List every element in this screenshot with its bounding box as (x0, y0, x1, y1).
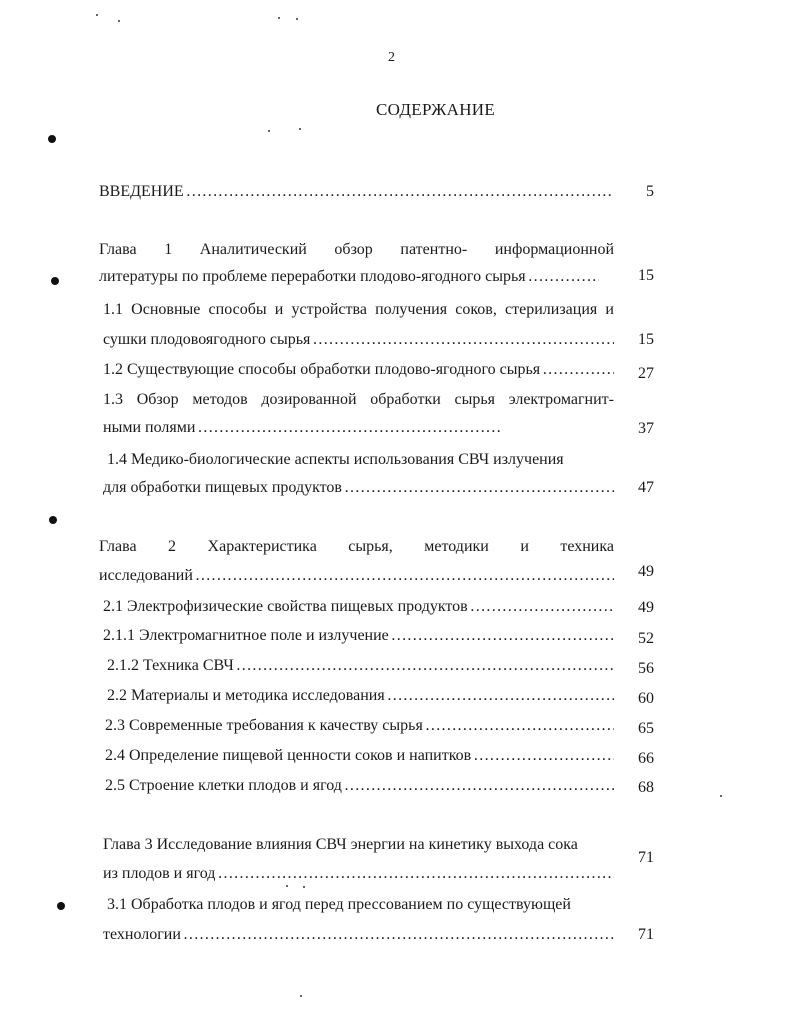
toc-page-2-1-2: 56 (638, 660, 654, 677)
toc-page-chapter-3: 71 (638, 849, 654, 866)
toc-page-1-2: 27 (638, 365, 654, 382)
toc-entry-2-1-2: 2.1.2 Техника СВЧ …………………………………………………………………………………………………………………………………………………… (107, 656, 614, 676)
scan-speck (51, 277, 59, 285)
toc-entry-3-1-cont: технологии …………………………………………………………………………………………………………………………………………………… (103, 925, 614, 945)
toc-entry-chapter-1-cont: литературы по проблеме переработки плодово-ягодного сырья …………………………………………………………………………………………………………………………………………………… (99, 267, 599, 287)
scan-speck (299, 128, 301, 130)
toc-page-2-5: 68 (638, 779, 654, 796)
toc-page-1-3: 37 (638, 420, 654, 437)
toc-page-chapter-2: 49 (638, 563, 654, 580)
toc-page-2-3: 65 (638, 720, 654, 737)
scan-speck (96, 14, 98, 16)
toc-entry-2-2: 2.2 Материалы и методика исследования …………………………………………………………………………………………………………………………………………………… (107, 686, 614, 706)
scan-speck (268, 130, 270, 132)
toc-entry-1-3-cont: ными полями …………………………………………………………………………………………………………………………………………………… (103, 418, 503, 438)
toc-entry-1-4-cont: для обработки пищевых продуктов …………………………………………………………………………………………………………………………………………………… (103, 478, 614, 498)
toc-entry-chapter-3: Глава 3 Исследование влияния СВЧ энергии на кинетику выхода сока (103, 836, 578, 853)
page-title: СОДЕРЖАНИЕ (376, 100, 496, 119)
scan-speck (300, 995, 302, 997)
toc-page-2-4: 66 (638, 750, 654, 767)
toc-page-1-1: 15 (638, 331, 654, 348)
scan-speck (303, 886, 305, 888)
scan-speck (118, 20, 120, 22)
scan-speck (720, 795, 722, 797)
scan-speck (296, 18, 298, 20)
toc-page-2-2: 60 (638, 690, 654, 707)
scan-speck (286, 885, 288, 887)
toc-page-2-1: 49 (638, 599, 654, 616)
scan-speck (48, 135, 56, 143)
scan-speck (49, 516, 57, 524)
toc-entry-2-5: 2.5 Строение клетки плодов и ягод …………………………………………………………………………………………………………………………………………………… (105, 776, 614, 796)
toc-entry-1-3: 1.3 Обзор методов дозированной обработки сырья электромагнит- (103, 391, 614, 408)
toc-page-3-1: 71 (638, 926, 654, 943)
page-number: 2 (388, 50, 395, 65)
toc-page-1-4: 47 (638, 479, 654, 496)
toc-entry-1-4: 1.4 Медико-биологические аспекты использования СВЧ излучения (107, 451, 564, 468)
toc-entry-1-1: 1.1 Основные способы и устройства получения соков, стерилизация и (103, 301, 614, 318)
toc-entry-1-2: 1.2 Существующие способы обработки плодово-ягодного сырья …………………………………………………………………………………………………………………………………………………… (103, 360, 614, 380)
toc-entry-intro: ВВЕДЕНИЕ …………………………………………………………………………………………………………………………………………………… (99, 182, 614, 202)
toc-entry-chapter-1: Глава 1 Аналитический обзор патентно- информационной (99, 241, 614, 258)
scan-speck (57, 902, 65, 910)
toc-entry-3-1: 3.1 Обработка плодов и ягод перед прессованием по существующей (107, 896, 571, 913)
toc-entry-2-4: 2.4 Определение пищевой ценности соков и напитков …………………………………………………………………………………………………………………………………………………… (105, 746, 614, 766)
toc-entry-1-1-cont: сушки плодовоягодного сырья …………………………………………………………………………………………………………………………………………………… (103, 330, 614, 350)
toc-entry-chapter-2-cont: исследований …………………………………………………………………………………………………………………………………………………… (99, 566, 614, 586)
toc-page-intro: 5 (646, 183, 654, 200)
toc-page-2-1-1: 52 (638, 630, 654, 647)
toc-entry-chapter-3-cont: из плодов и ягод …………………………………………………………………………………………………………………………………………………… (103, 864, 614, 884)
toc-entry-chapter-2: Глава 2 Характеристика сырья, методики и техника (99, 538, 614, 555)
scan-speck (278, 17, 280, 19)
toc-entry-2-1-1: 2.1.1 Электромагнитное поле и излучение …………………………………………………………………………………………………………………………………………………… (103, 626, 614, 646)
toc-page-chapter-1: 15 (638, 267, 654, 284)
toc-entry-2-1: 2.1 Электрофизические свойства пищевых продуктов …………………………………………………………………………………………………………………………………………………… (103, 597, 614, 617)
toc-entry-2-3: 2.3 Современные требования к качеству сырья …………………………………………………………………………………………………………………………………………………… (105, 716, 614, 736)
